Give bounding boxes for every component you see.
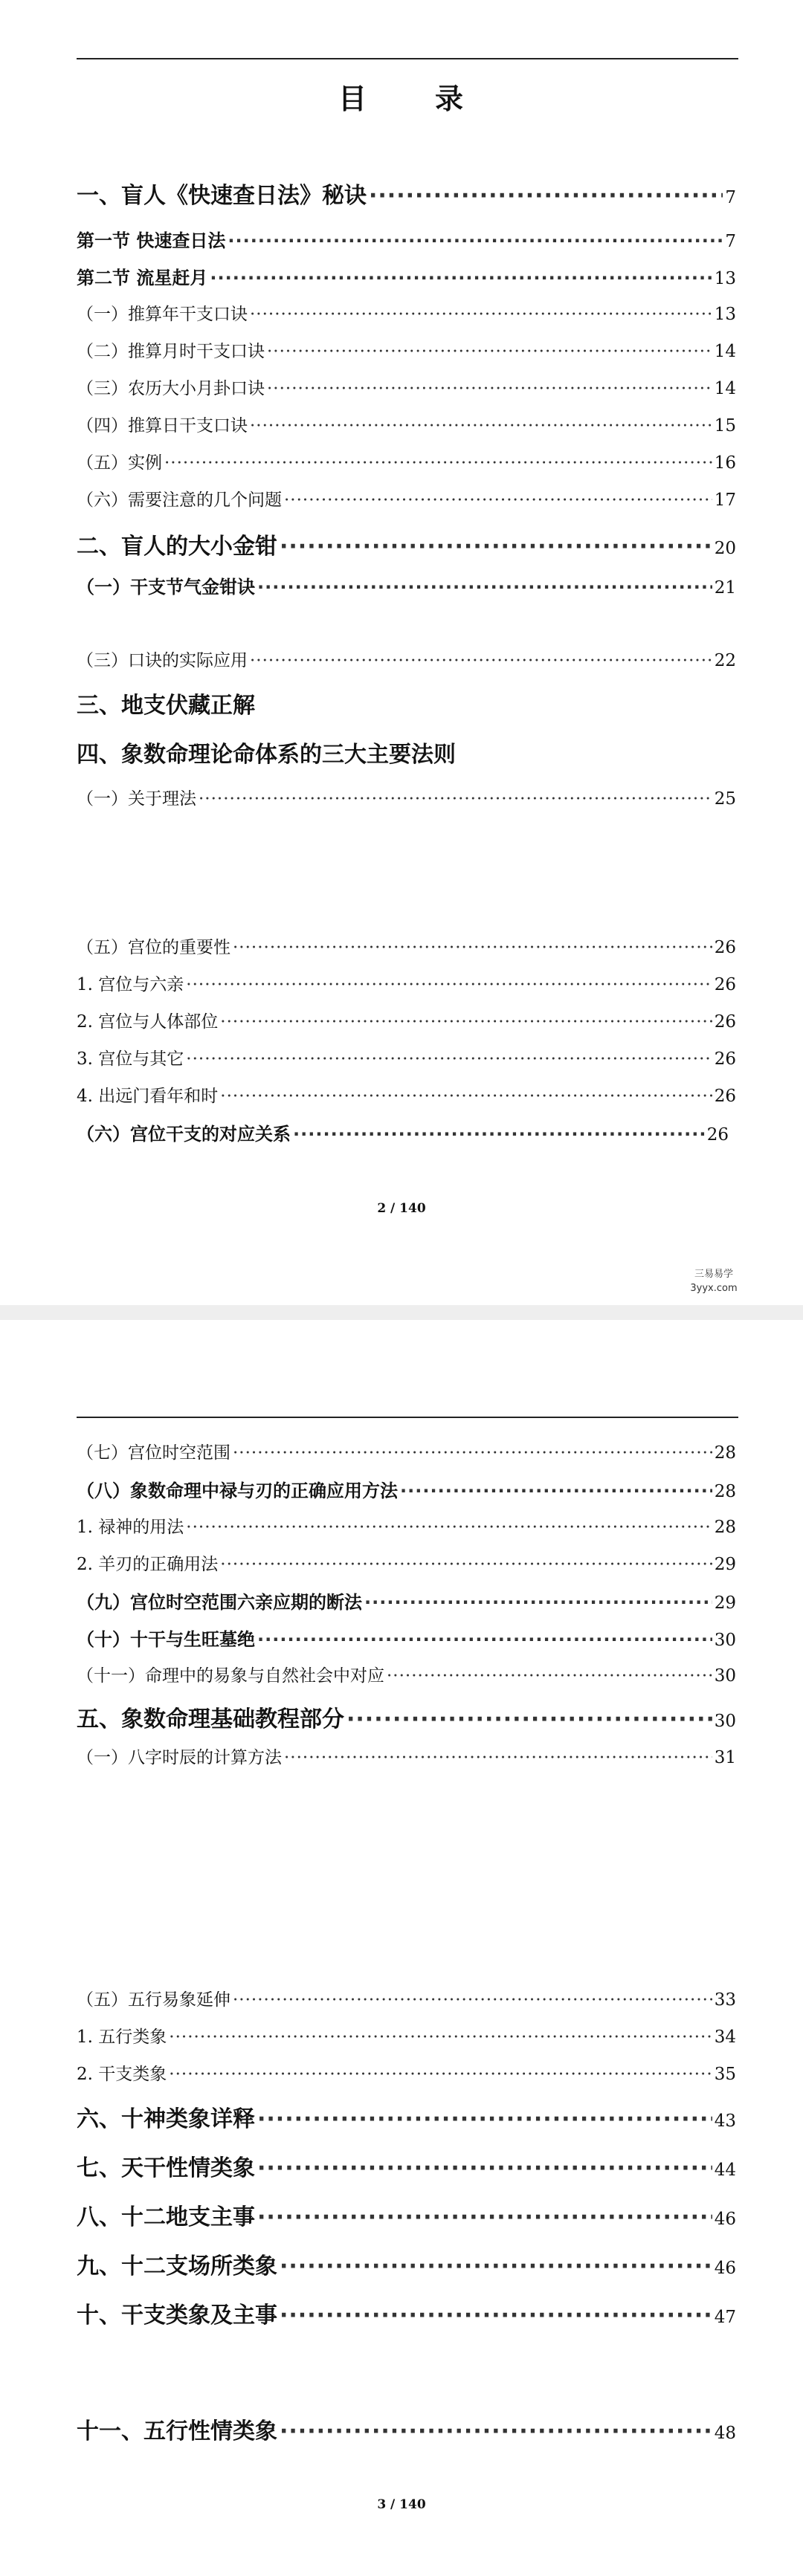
toc-entry[interactable]: 八、十二地支主事 ····· 46 bbox=[77, 2198, 736, 2231]
toc-title-char-1: 目 bbox=[338, 82, 368, 115]
toc-entry[interactable]: （十一）命理中的易象与自然社会中对应 ····· 30 bbox=[77, 1662, 736, 1686]
toc-entry[interactable]: （九）宫位时空范围六亲应期的断法 ····· 29 bbox=[77, 1588, 736, 1614]
toc-entry[interactable]: 2. 宫位与人体部位 ····· 26 bbox=[77, 1008, 736, 1032]
toc-entry[interactable]: （十）十干与生旺墓绝 ····· 30 bbox=[77, 1625, 736, 1651]
toc-entry[interactable]: （七）宫位时空范围 ····· 28 bbox=[77, 1439, 736, 1463]
toc-entry[interactable]: 第一节 快速查日法 ····· 7 bbox=[77, 226, 736, 252]
toc-entry[interactable]: 四、象数命理论命体系的三大主要法则 bbox=[77, 742, 456, 768]
toc-entry[interactable]: 一、盲人《快速查日法》秘诀 ····· 7 bbox=[77, 177, 736, 210]
toc-entry[interactable]: （四）推算日干支口诀 ····· 15 bbox=[77, 412, 736, 436]
toc-entry[interactable]: （五）五行易象延伸 ····· 33 bbox=[77, 1986, 736, 2010]
toc-entry[interactable]: （五）宫位的重要性 ····· 26 bbox=[77, 933, 736, 958]
toc-entry[interactable]: 七、天干性情类象 ····· 44 bbox=[77, 2149, 736, 2182]
toc-entry[interactable]: 4. 出远门看年和时 ····· 26 bbox=[77, 1082, 736, 1107]
toc-title bbox=[0, 76, 803, 117]
toc-entry[interactable]: （一）推算年干支口诀 ····· 13 bbox=[77, 300, 736, 325]
toc-entry[interactable]: （五）实例 ····· 16 bbox=[77, 449, 736, 473]
document-page-3 bbox=[0, 1320, 803, 2576]
toc-entry[interactable]: （一）关于理法 ····· 25 bbox=[77, 785, 736, 809]
toc-entry[interactable]: 五、象数命理基础教程部分 ····· 30 bbox=[77, 1700, 736, 1733]
toc-entry[interactable]: （一）干支节气金钳诀 ····· 21 bbox=[77, 572, 736, 598]
toc-entry[interactable]: 第二节 流星赶月 ····· 13 bbox=[77, 263, 736, 289]
toc-entry[interactable]: 十、干支类象及主事 ····· 47 bbox=[77, 2297, 736, 2329]
toc-entry[interactable]: （一）八字时辰的计算方法 ····· 31 bbox=[77, 1744, 736, 1768]
toc-entry[interactable]: 1. 禄神的用法 ····· 28 bbox=[77, 1513, 736, 1538]
toc-entry[interactable]: 三、地支伏藏正解 bbox=[77, 693, 255, 719]
toc-entry[interactable]: （三）农历大小月卦口诀 ····· 14 bbox=[77, 375, 736, 399]
toc-entry[interactable]: 六、十神类象详释 ····· 43 bbox=[77, 2100, 736, 2133]
page-number: 3 / 140 bbox=[377, 2497, 426, 2512]
toc-entry[interactable]: 3. 宫位与其它 ····· 26 bbox=[77, 1045, 736, 1069]
toc-entry[interactable]: （二）推算月时干支口诀 ····· 14 bbox=[77, 337, 736, 362]
toc-entry[interactable]: （六）宫位干支的对应关系 ····· 26 bbox=[77, 1119, 729, 1145]
toc-entry[interactable]: 1. 宫位与六亲 ····· 26 bbox=[77, 971, 736, 995]
page-number: 2 / 140 bbox=[377, 1201, 426, 1216]
toc-entry[interactable]: 1. 五行类象 ····· 34 bbox=[77, 2023, 736, 2048]
header-rule bbox=[77, 1417, 738, 1418]
toc-entry[interactable]: 2. 干支类象 ····· 35 bbox=[77, 2060, 736, 2085]
toc-entry[interactable]: 2. 羊刃的正确用法 ····· 29 bbox=[77, 1550, 736, 1575]
toc-entry[interactable]: 二、盲人的大小金钳 ····· 20 bbox=[77, 528, 736, 560]
watermark: 三易易学 3yyx.com bbox=[690, 1269, 738, 1294]
toc-entry[interactable]: 九、十二支场所类象 ····· 46 bbox=[77, 2247, 736, 2280]
toc-entry[interactable]: （六）需要注意的几个问题 ····· 17 bbox=[77, 486, 736, 511]
toc-title-char-2: 录 bbox=[435, 82, 465, 115]
header-rule bbox=[77, 58, 738, 59]
toc-entry[interactable]: （八）象数命理中禄与刃的正确应用方法 ····· 28 bbox=[77, 1476, 736, 1502]
toc-entry[interactable]: （三）口诀的实际应用 ····· 22 bbox=[77, 647, 736, 671]
toc-entry[interactable]: 十一、五行性情类象 ····· 48 bbox=[77, 2412, 736, 2445]
